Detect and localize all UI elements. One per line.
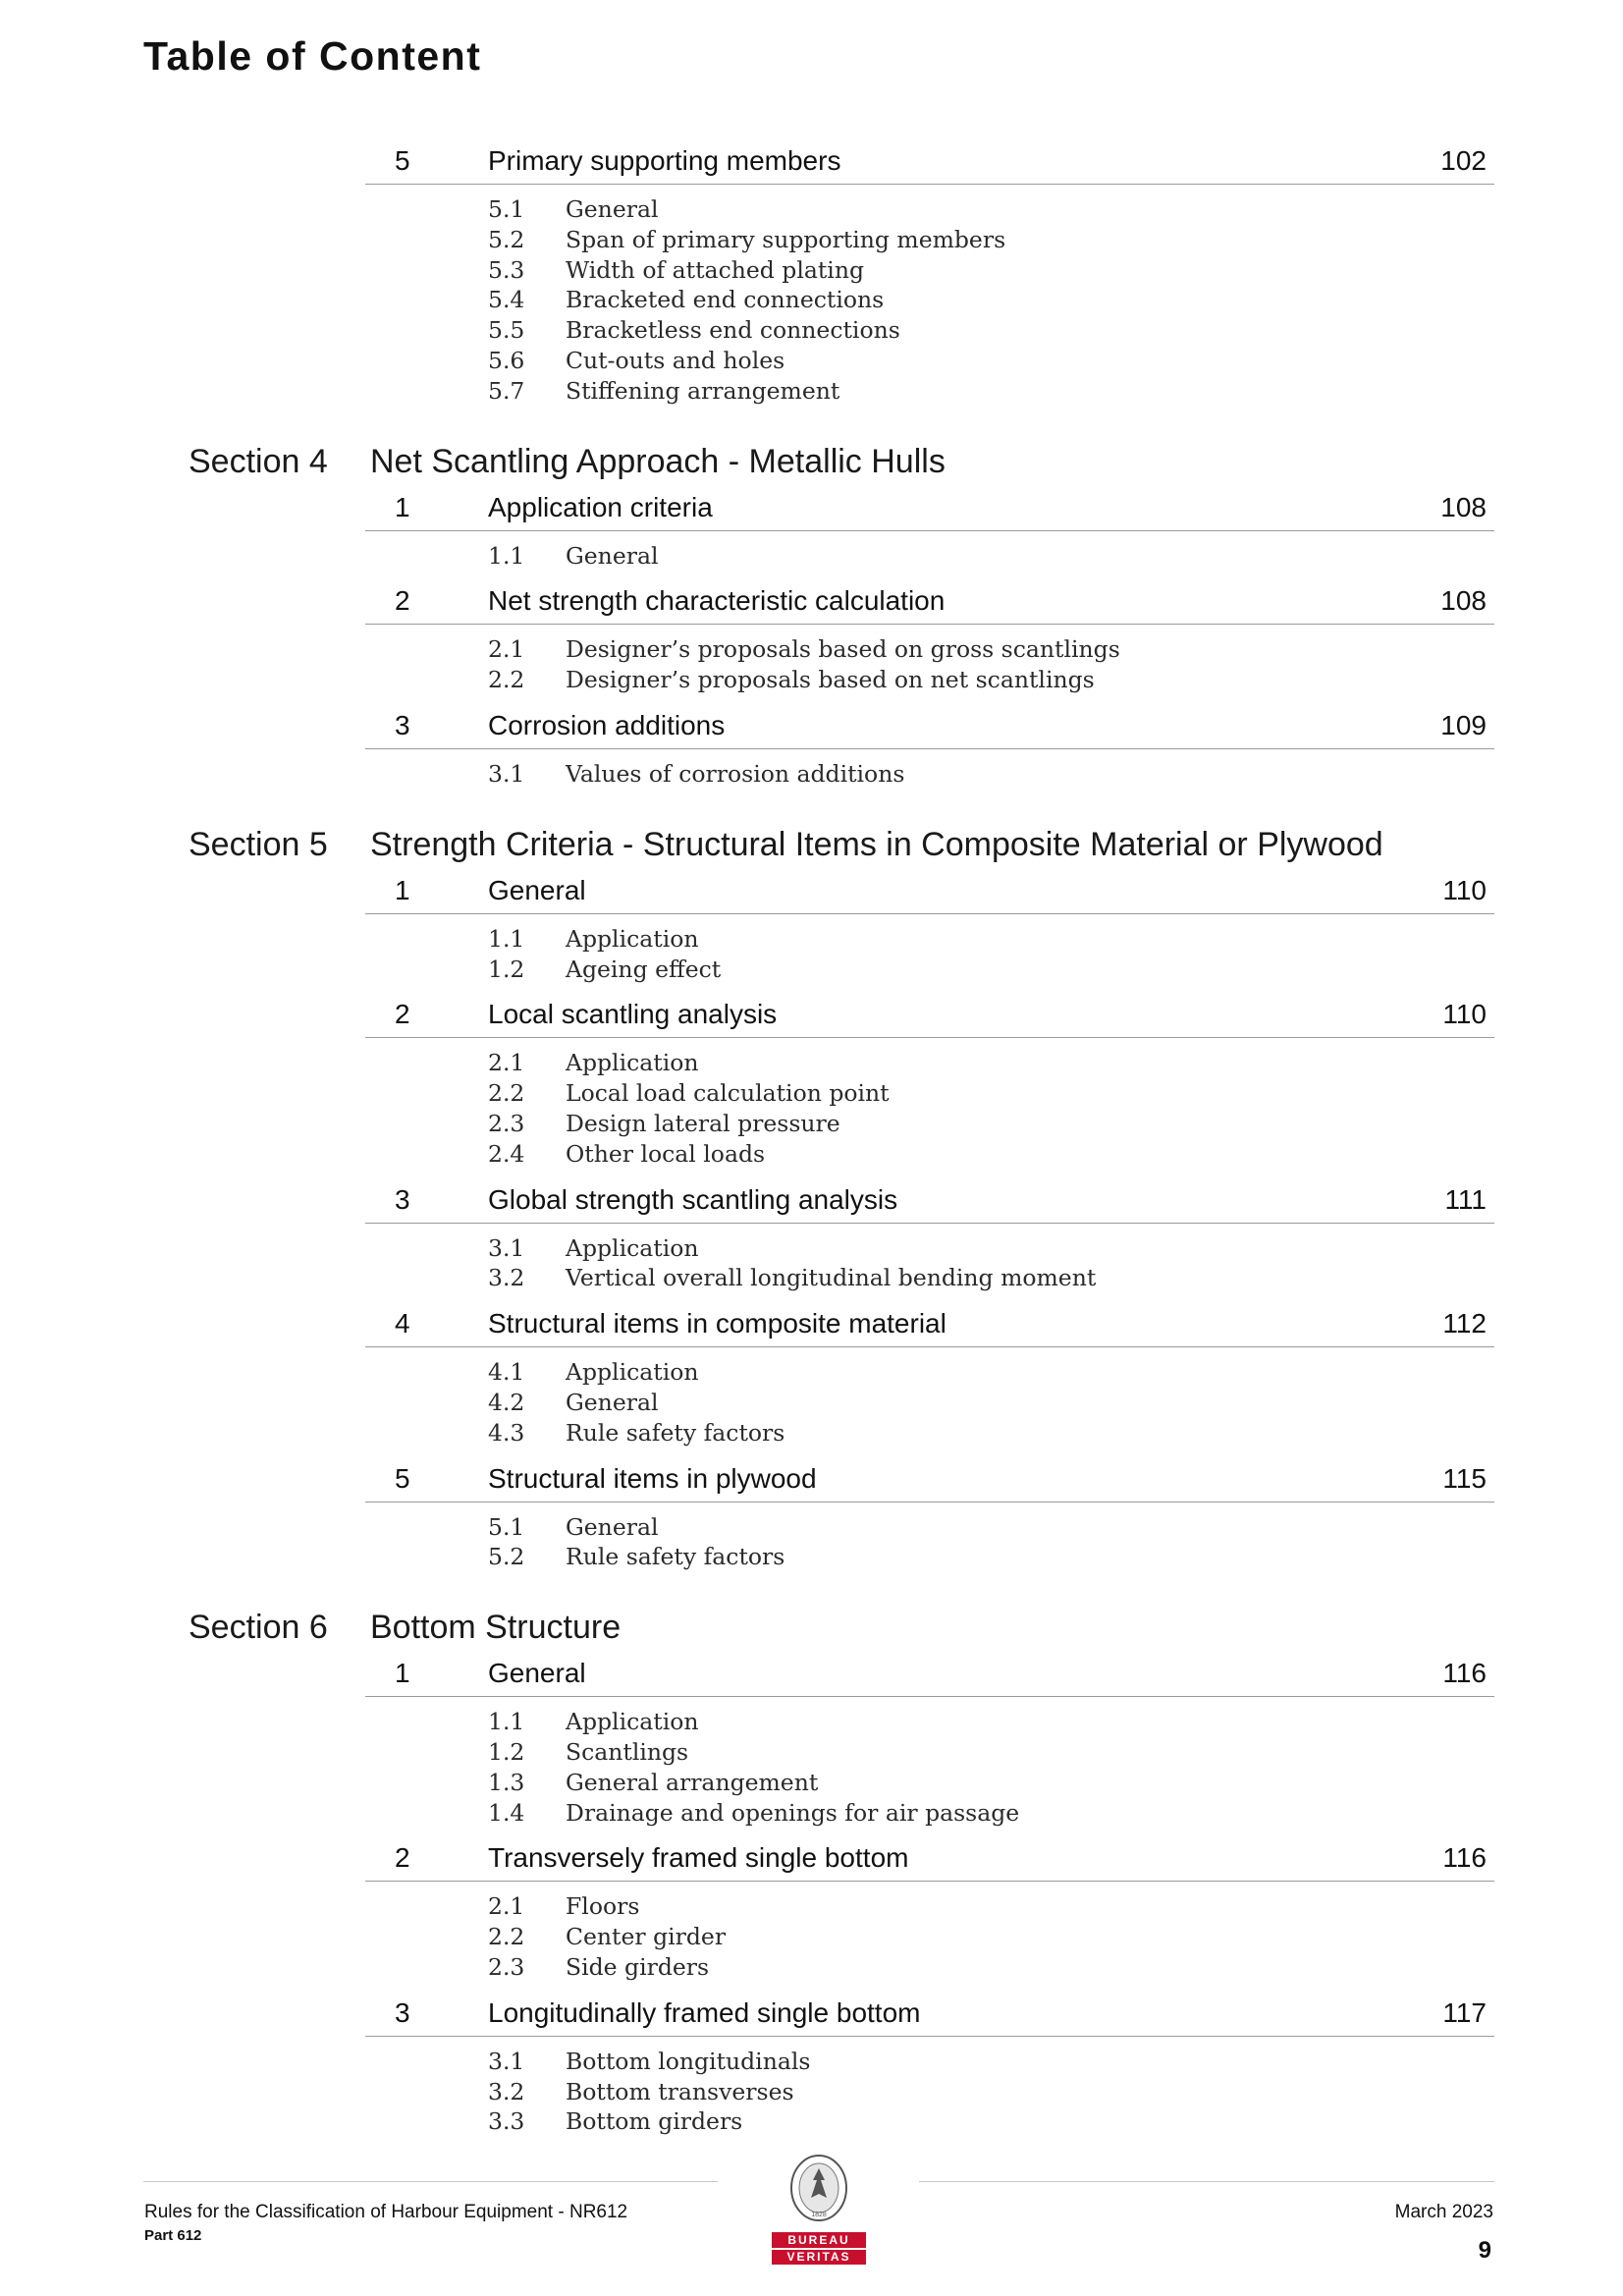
toc-article-row[interactable] <box>365 1184 1494 1224</box>
sub-item-title: Design lateral pressure <box>566 1110 840 1137</box>
page-title: Table of Content <box>143 33 482 79</box>
article-number: 1 <box>395 874 410 905</box>
sub-item-title: Floors <box>566 1892 640 1921</box>
toc-sub-item[interactable] <box>488 226 1372 255</box>
toc-sub-item[interactable] <box>488 286 1372 315</box>
article-title: General <box>488 874 586 905</box>
toc-article-row[interactable] <box>365 1308 1494 1347</box>
sub-item-title: Other local loads <box>566 1139 766 1168</box>
article-title: Structural items in plywood <box>488 1462 817 1494</box>
article-page: 116 <box>1442 1658 1487 1689</box>
sub-item-title: Bottom longitudinals <box>566 2047 811 2075</box>
footer-page-number: 9 <box>1478 2237 1491 2264</box>
toc-sub-item[interactable] <box>488 956 1372 985</box>
toc-article-row[interactable] <box>365 875 1494 914</box>
sub-item-title: Span of primary supporting members <box>566 225 1006 253</box>
article-number: 4 <box>395 1308 410 1339</box>
article-page: 102 <box>1440 145 1487 176</box>
sub-item-number: 2.2 <box>488 666 525 694</box>
sub-item-number: 2.4 <box>488 1139 525 1168</box>
article-number: 1 <box>395 1658 410 1689</box>
sub-item-title: Rule safety factors <box>566 1543 785 1571</box>
logo-text-veritas: VERITAS <box>786 2250 851 2264</box>
toc-sub-item[interactable] <box>488 1079 1372 1109</box>
sub-item-number: 5.4 <box>488 286 525 314</box>
sub-item-title: Drainage and openings for air passage <box>566 1798 1020 1827</box>
sub-item-number: 5.5 <box>488 316 525 345</box>
article-title: Primary supporting members <box>488 145 841 176</box>
sub-item-number: 2.1 <box>488 635 525 664</box>
footer-divider-right <box>919 2181 1494 2182</box>
article-title: Application criteria <box>488 491 713 522</box>
article-title: Global strength scantling analysis <box>488 1183 898 1215</box>
toc-sub-item[interactable] <box>488 316 1372 346</box>
sub-item-title: Values of corrosion additions <box>566 760 905 788</box>
sub-item-number: 3.2 <box>488 2077 525 2105</box>
footer-divider-left <box>143 2181 718 2182</box>
sub-item-title: General <box>566 195 659 223</box>
toc-sub-item[interactable] <box>488 1419 1372 1449</box>
sub-item-title: Local load calculation point <box>566 1079 890 1108</box>
sub-item-number: 5.2 <box>488 1543 525 1571</box>
sub-item-title: Width of attached plating <box>566 255 864 284</box>
sub-item-number: 1.1 <box>488 924 525 953</box>
sub-item-number: 2.1 <box>488 1892 525 1921</box>
article-page: 117 <box>1442 1996 1487 2028</box>
article-page: 112 <box>1442 1308 1487 1339</box>
bureau-veritas-logo <box>770 2151 868 2273</box>
toc-sub-item[interactable] <box>488 1769 1372 1798</box>
sub-item-number: 3.2 <box>488 1264 525 1292</box>
article-title: Structural items in composite material <box>488 1308 947 1339</box>
toc-article-row[interactable] <box>365 1997 1494 2037</box>
sub-item-title: Cut-outs and holes <box>566 347 785 374</box>
sub-item-number: 1.3 <box>488 1768 525 1796</box>
toc-sub-item[interactable] <box>488 256 1372 286</box>
article-page: 110 <box>1442 999 1487 1030</box>
sub-item-title: Center girder <box>566 1923 727 1951</box>
section-title: Strength Criteria - Structural Items in Composite Material or Plywood <box>370 825 1383 863</box>
toc-sub-item[interactable] <box>488 1140 1372 1170</box>
article-number: 2 <box>395 585 410 617</box>
sub-item-number: 1.2 <box>488 955 525 983</box>
sub-item-number: 1.1 <box>488 541 525 570</box>
sub-item-title: General <box>566 1512 659 1541</box>
sub-item-number: 5.7 <box>488 376 525 405</box>
section-label: Section 5 <box>189 825 328 863</box>
sub-item-title: General arrangement <box>566 1768 819 1796</box>
sub-item-number: 5.2 <box>488 225 525 253</box>
sub-item-title: Scantlings <box>566 1738 689 1766</box>
sub-item-number: 3.1 <box>488 1233 525 1262</box>
toc-sub-item[interactable] <box>488 1799 1372 1829</box>
toc-article-row[interactable] <box>365 710 1494 749</box>
section-title: Bottom Structure <box>370 1609 622 1647</box>
toc-sub-item[interactable] <box>488 1110 1372 1139</box>
sub-item-title: Bracketless end connections <box>566 316 900 345</box>
sub-item-title: Bracketed end connections <box>566 286 885 314</box>
article-number: 1 <box>395 491 410 522</box>
sub-item-number: 5.6 <box>488 347 525 374</box>
sub-item-number: 2.1 <box>488 1049 525 1077</box>
section-label: Section 4 <box>189 442 328 480</box>
article-number: 5 <box>395 1462 410 1494</box>
toc-sub-item[interactable] <box>488 1892 1372 1922</box>
toc-article-row[interactable] <box>365 1842 1494 1882</box>
sub-item-title: Stiffening arrangement <box>566 376 840 405</box>
logo-text-bureau: BUREAU <box>787 2233 850 2247</box>
toc-sub-item[interactable] <box>488 1708 1372 1737</box>
article-page: 111 <box>1444 1183 1487 1215</box>
sub-item-title: General <box>566 1389 659 1416</box>
sub-item-title: Bottom transverses <box>566 2077 794 2105</box>
footer-document-title: Rules for the Classification of Harbour Equipment - NR612 <box>144 2202 628 2222</box>
sub-item-number: 2.2 <box>488 1079 525 1108</box>
sub-item-number: 2.2 <box>488 1923 525 1951</box>
article-page: 116 <box>1442 1842 1487 1874</box>
toc-article-row[interactable] <box>365 145 1494 185</box>
sub-item-number: 2.3 <box>488 1110 525 1137</box>
toc-article-row[interactable] <box>365 585 1494 625</box>
sub-item-number: 1.4 <box>488 1798 525 1827</box>
toc-sub-item[interactable] <box>488 1738 1372 1768</box>
sub-item-number: 3.3 <box>488 2107 525 2136</box>
sub-item-number: 2.3 <box>488 1953 525 1981</box>
sub-item-number: 3.1 <box>488 2047 525 2075</box>
article-number: 3 <box>395 1183 410 1215</box>
section-heading[interactable] <box>0 443 1623 486</box>
sub-item-title: General <box>566 541 659 570</box>
article-page: 108 <box>1440 491 1487 522</box>
toc-sub-item[interactable] <box>488 2048 1372 2077</box>
toc-sub-item[interactable] <box>488 666 1372 695</box>
sub-item-title: Designer’s proposals based on net scantlings <box>566 666 1095 694</box>
footer-date: March 2023 <box>1394 2202 1493 2222</box>
toc-article-row[interactable] <box>365 999 1494 1038</box>
footer-part: Part 612 <box>144 2227 202 2244</box>
sub-item-title: Application <box>566 1233 699 1262</box>
toc-article-row[interactable] <box>365 1463 1494 1503</box>
toc-sub-item[interactable] <box>488 542 1372 572</box>
article-title: Net strength characteristic calculation <box>488 585 946 617</box>
toc-sub-item[interactable] <box>488 195 1372 225</box>
article-page: 108 <box>1440 585 1487 617</box>
toc-sub-item[interactable] <box>488 2078 1372 2107</box>
toc-sub-item[interactable] <box>488 1953 1372 1983</box>
sub-item-title: Side girders <box>566 1953 710 1981</box>
article-number: 5 <box>395 145 410 176</box>
sub-item-number: 5.3 <box>488 255 525 284</box>
article-page: 110 <box>1442 874 1487 905</box>
toc-sub-item[interactable] <box>488 1389 1372 1418</box>
toc-sub-item[interactable] <box>488 1923 1372 1952</box>
toc-sub-item[interactable] <box>488 1543 1372 1572</box>
sub-item-number: 5.1 <box>488 195 525 223</box>
sub-item-number: 5.1 <box>488 1512 525 1541</box>
sub-item-title: Application <box>566 924 699 953</box>
article-page: 109 <box>1440 710 1487 740</box>
sub-item-title: Vertical overall longitudinal bending moment <box>566 1264 1097 1292</box>
toc-sub-item[interactable] <box>488 1234 1372 1264</box>
article-page: 115 <box>1442 1462 1487 1494</box>
sub-item-title: Application <box>566 1049 699 1077</box>
toc-article-row[interactable] <box>365 492 1494 531</box>
toc-sub-item[interactable] <box>488 925 1372 955</box>
sub-item-number: 1.1 <box>488 1708 525 1736</box>
sub-item-number: 1.2 <box>488 1738 525 1766</box>
section-heading[interactable] <box>0 826 1623 869</box>
sub-item-number: 4.1 <box>488 1358 525 1387</box>
sub-item-title: Application <box>566 1358 699 1387</box>
toc-sub-item[interactable] <box>488 1049 1372 1078</box>
toc-sub-item[interactable] <box>488 347 1372 376</box>
toc-sub-item[interactable] <box>488 2107 1372 2137</box>
section-title: Net Scantling Approach - Metallic Hulls <box>370 442 946 480</box>
sub-item-title: Application <box>566 1708 699 1736</box>
article-title: Longitudinally framed single bottom <box>488 1996 921 2028</box>
section-heading[interactable] <box>0 1609 1623 1652</box>
sub-item-number: 4.2 <box>488 1389 525 1416</box>
article-title: Transversely framed single bottom <box>488 1842 909 1874</box>
toc-sub-item[interactable] <box>488 1513 1372 1543</box>
toc-sub-item[interactable] <box>488 377 1372 407</box>
article-number: 2 <box>395 999 410 1030</box>
sub-item-title: Designer’s proposals based on gross scantlings <box>566 635 1120 664</box>
sub-item-title: Ageing effect <box>566 955 722 983</box>
article-title: Local scantling analysis <box>488 999 778 1030</box>
article-number: 3 <box>395 1996 410 2028</box>
toc-sub-item[interactable] <box>488 760 1372 790</box>
logo-year: 1828 <box>811 2212 827 2218</box>
sub-item-title: Rule safety factors <box>566 1418 785 1447</box>
article-title: General <box>488 1658 586 1689</box>
sub-item-number: 4.3 <box>488 1418 525 1447</box>
toc-article-row[interactable] <box>365 1658 1494 1697</box>
sub-item-number: 3.1 <box>488 760 525 788</box>
toc-sub-item[interactable] <box>488 1264 1372 1293</box>
article-title: Corrosion additions <box>488 710 726 740</box>
article-number: 3 <box>395 710 410 740</box>
toc-sub-item[interactable] <box>488 1358 1372 1388</box>
section-label: Section 6 <box>189 1609 328 1647</box>
toc-sub-item[interactable] <box>488 635 1372 665</box>
article-number: 2 <box>395 1842 410 1874</box>
sub-item-title: Bottom girders <box>566 2107 743 2136</box>
